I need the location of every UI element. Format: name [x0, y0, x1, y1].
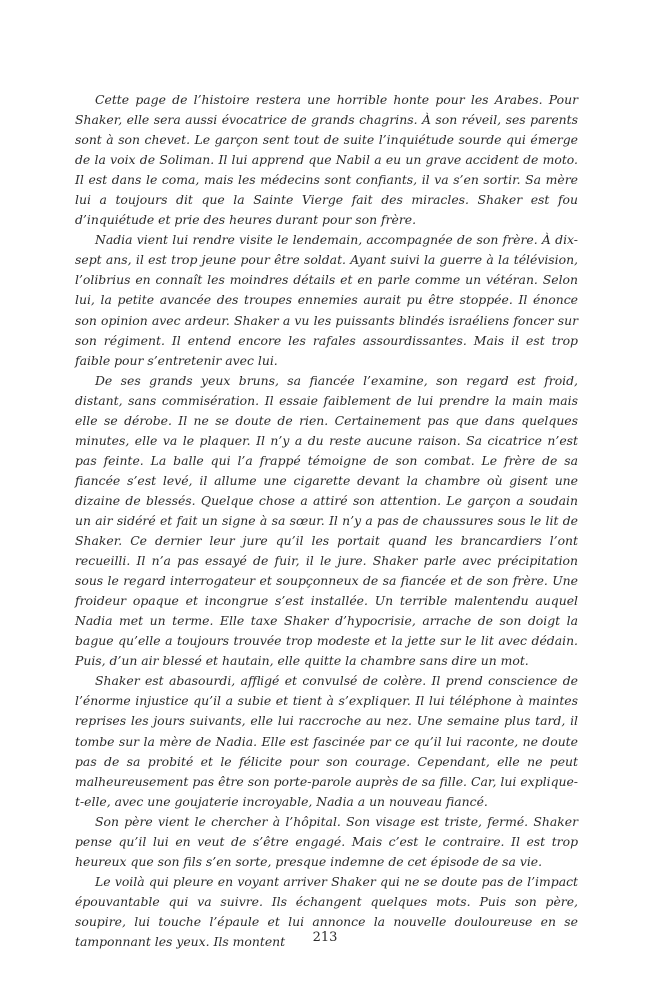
page-number: 213: [312, 930, 338, 945]
paragraph-5: Son père vient le chercher à l’hôpital. Son visage est triste, fermé. Shaker pense qu’il lui en veut de s’être engagé. Mais c’est le contraire. Il est trop heureux que son fils s’en sorte, presque indemne de cet épisode de sa vie.: [75, 813, 578, 869]
paragraph-6: Le voilà qui pleure en voyant arriver Shaker qui ne se doute pas de l’impact épouvantable qui va suivre. Ils échangent quelques mots. Puis son père, soupire, lui touche l’épaule et lui annonce la nouvelle douloureuse en se tamponnant les yeux. Ils montent: [75, 873, 578, 949]
body-text: [75, 90, 578, 952]
paragraph-4: Shaker est abasourdi, affligé et convulsé de colère. Il prend conscience de l’énorme injustice qu’il a subie et tient à s’expliquer. Il lui téléphone à maintes reprises les jours suivants, elle lui raccroche au nez. Une semaine plus tard, il tombe sur la mère de Nadia. Elle est fascinée par ce qu’il lui raconte, ne doute pas de sa probité et le félicite pour son courage. Cependant, elle ne peut malheureusement pas être son porte-parole auprès de sa fille. Car, lui explique-t-elle, avec une goujaterie incroyable, Nadia a un nouveau fiancé.: [75, 673, 578, 809]
paragraph-2: Nadia vient lui rendre visite le lendemain, accompagnée de son frère. À dix-sept ans, il est trop jeune pour être soldat. Ayant suivi la guerre à la télévision, l’olibrius en connaît les moindres détails et en parle comme un vétéran. Selon lui, la petite avancée des troupes ennemies aurait pu être stoppée. Il énonce son opinion avec ardeur. Shaker a vu les puissants blindés israéliens foncer sur son régiment. Il entend encore les rafales assourdissantes. Mais il est trop faible pour s’entretenir avec lui.: [75, 232, 578, 368]
paragraph-1: Cette page de l’histoire restera une horrible honte pour les Arabes. Pour Shaker, elle sera aussi évocatrice de grands chagrins. À son réveil, ses parents sont à son chevet. Le garçon sent tout de suite l’inquiétude sourde qui émerge de la voix de Soliman. Il lui apprend que Nabil a eu un grave accident de moto. Il est dans le coma, mais les médecins sont confiants, il va s’en sortir. Sa mère lui a toujours dit que la Sainte Vierge fait des miracles. Shaker est fou d’inquiétude et prie des heures durant pour son frère.: [75, 92, 578, 228]
paragraph-3: De ses grands yeux bruns, sa fiancée l’examine, son regard est froid, distant, sans commisération. Il essaie faiblement de lui prendre la main mais elle se dérobe. Il ne se doute de rien. Certainement pas que dans quelques minutes, elle va le plaquer. Il n’y a du reste aucune raison. Sa cicatrice n’est pas feinte. La balle qui l’a frappé témoigne de son combat. Le frère de sa fiancée s’est levé, il allume une cigarette devant la chambre où gisent une dizaine de blessés. Quelque chose a attiré son attention. Le garçon a soudain un air sidéré et fait un signe à sa sœur. Il n’y a pas de chaussures sous le lit de Shaker. Ce dernier leur jure qu’il les portait quand les brancardiers l’ont recueilli. Il n’a pas essayé de fuir, il le jure. Shaker parle avec précipitation sous le regard interrogateur et soupçonneux de sa fiancée et de son frère. Une froideur opaque et incongrue s’est installée. Un terrible malentendu auquel Nadia met un terme. Elle taxe Shaker d’hypocrisie, arrache de son doigt la bague qu’elle a toujours trouvée trop modeste et la jette sur le lit avec dédain. Puis, d’un air blessé et hautain, elle quitte la chambre sans dire un mot.: [75, 372, 578, 669]
